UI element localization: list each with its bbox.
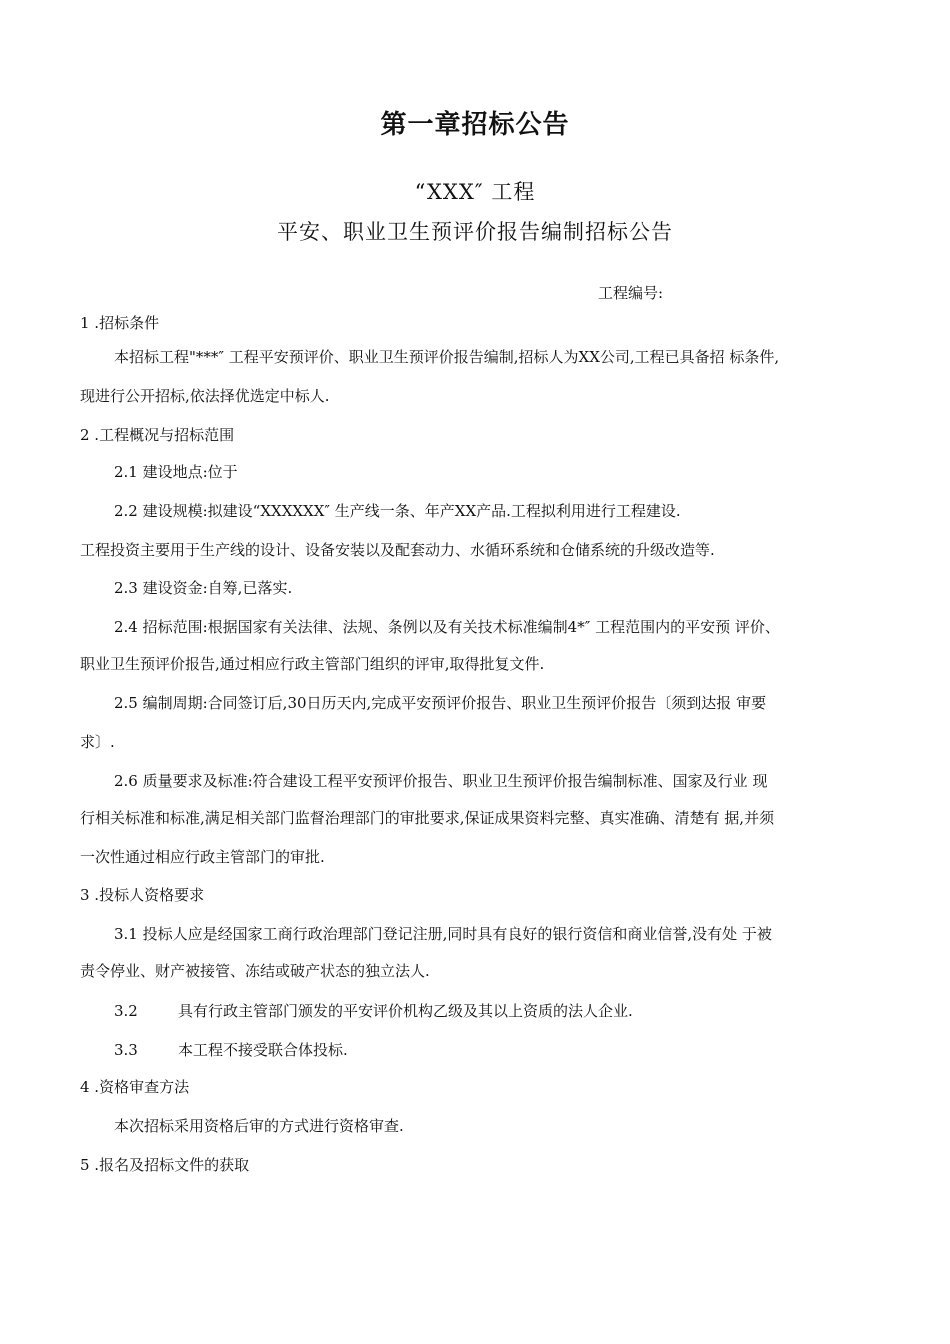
- item-3-1-line-2: 责令停业、财产被接管、冻结或破产状态的独立法人.: [80, 962, 430, 980]
- item-2-4-line-1: 2.4 招标范围:根据国家有关法律、法规、条例以及有关技术标准编制4*″ 工程范围内的平安预 评价、: [114, 618, 780, 636]
- section-1-paragraph-line-1: 本招标工程"***″ 工程平安预评价、职业卫生预评价报告编制,招标人为XX公司,工程已具备招 标条件,: [114, 348, 780, 366]
- item-2-1: 2.1 建设地点:位于: [114, 463, 238, 481]
- section-1-heading: 1 .招标条件: [80, 314, 160, 332]
- item-2-4-line-2: 职业卫生预评价报告,通过相应行政主管部门组织的评审,取得批复文件.: [80, 655, 545, 673]
- item-3-2-text: 具有行政主管部门颁发的平安评价机构乙级及其以上资质的法人企业.: [178, 1002, 633, 1020]
- section-4-paragraph: 本次招标采用资格后审的方式进行资格审查.: [114, 1117, 404, 1135]
- item-2-2-line-2: 工程投资主要用于生产线的设计、设备安装以及配套动力、水循环系统和仓储系统的升级改造等.: [80, 541, 715, 559]
- project-number-label: 工程编号:: [598, 284, 664, 302]
- item-2-5-line-2: 求〕.: [80, 733, 115, 751]
- item-3-2-number: 3.2: [114, 1002, 138, 1020]
- item-3-1-line-1: 3.1 投标人应是经国家工商行政治理部门登记注册,同时具有良好的银行资信和商业信誉,没有处 于被: [114, 925, 772, 943]
- section-2-heading: 2 .工程概况与招标范围: [80, 426, 235, 444]
- item-3-3-text: 本工程不接受联合体投标.: [178, 1041, 348, 1059]
- section-3-heading: 3 .投标人资格要求: [80, 886, 205, 904]
- item-3-3-number: 3.3: [114, 1041, 138, 1059]
- chapter-title: 第一章招标公告: [380, 110, 570, 140]
- section-1-paragraph-line-2: 现进行公开招标,依法择优选定中标人.: [80, 387, 330, 405]
- item-2-6-line-3: 一次性通过相应行政主管部门的审批.: [80, 848, 325, 866]
- item-2-3: 2.3 建设资金:自筹,已落实.: [114, 579, 293, 597]
- item-2-6-line-1: 2.6 质量要求及标准:符合建设工程平安预评价报告、职业卫生预评价报告编制标准、国家及行业 现: [114, 772, 768, 790]
- project-title: “XXX″ 工程: [414, 180, 536, 204]
- announcement-title: 平安、职业卫生预评价报告编制招标公告: [277, 220, 673, 244]
- section-4-heading: 4 .资格审查方法: [80, 1078, 190, 1096]
- item-2-6-line-2: 行相关标准和标准,满足相关部门监督治理部门的审批要求,保证成果资料完整、真实准确、清楚有 据,并须: [80, 809, 775, 827]
- item-2-2-line-1: 2.2 建设规模:拟建设“XXXXXX″ 生产线一条、年产XX产品.工程拟利用进行工程建设.: [114, 502, 681, 520]
- section-5-heading: 5 .报名及招标文件的获取: [80, 1156, 250, 1174]
- item-2-5-line-1: 2.5 编制周期:合同签订后,30日历天内,完成平安预评价报告、职业卫生预评价报告〔须到达报 审要: [114, 694, 767, 712]
